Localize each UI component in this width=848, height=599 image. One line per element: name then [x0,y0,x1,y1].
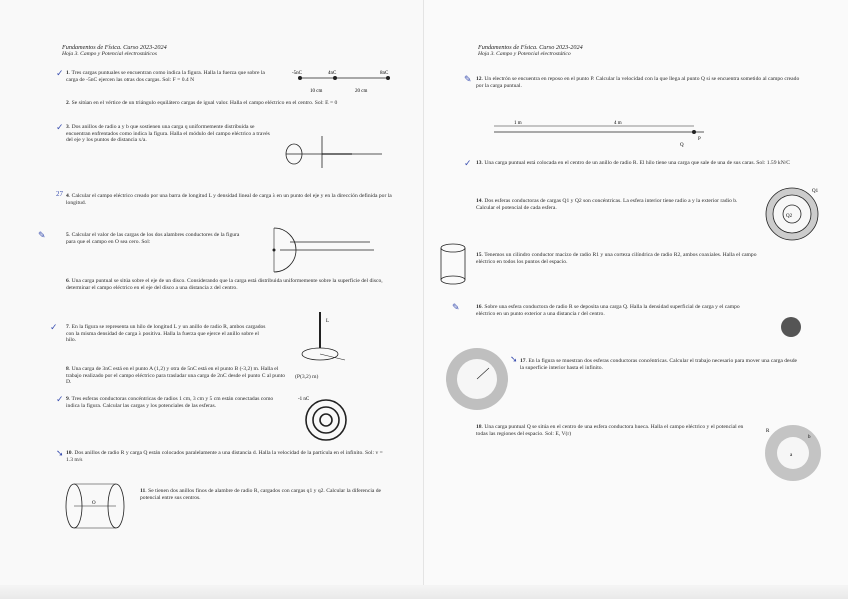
check-mark-icon: ✓ [56,122,64,132]
right-page [424,0,848,599]
p1-charge-label: 4nC [328,71,337,76]
problem-10: 10. Dos anillos de radio R y carga Q están colocados paralelamente a una distancia d. Halla la velocidad de la partícula en el infinito. Sol: v = 1.3 m/s [66,450,383,463]
problem-2: 2. Se sitúan en el vértice de un triángulo equilátero cargas de igual valor. Halla el campo eléctrico en el centro. Sol: E = 0 [66,100,338,106]
check-mark-icon: ✓ [56,68,64,78]
problem-7: 7. En la figura se representa un hilo de longitud L y un anillo de radio R, ambos cargados con la misma densidad de carga λ positiva. Halla la fuerza que ejerce el anillo sobre el hilo. [66,324,266,344]
arrow-mark-icon: ✎ [452,302,460,312]
two-rings-figure [60,476,130,538]
problem-16: 16. Sobre una esfera conductora de radio R se deposita una carga Q. Halla la densidad superficial de carga y el campo eléctrico en un punto exterior a una distancia r del centro. [476,304,740,317]
wires-figure [250,222,380,278]
p1-charge-label: 8nC [380,71,389,76]
problem-9: 9. Tres esferas conductoras concéntricas de radios 1 cm, 3 cm y 5 cm están conectadas como indica la figura. Calcular las cargas y los potenciales de las esferas. [66,396,274,409]
problem-11: 11. Se tienen dos anillos finos de alambre de radio R, cargados con cargas q1 y q2. Calcular la diferencia de potencial entre sus centros. [140,488,382,501]
right-header-course: Fundamentos de Física. Curso 2023-2024 [478,44,583,51]
problem-6: 6. Una carga puntual se sitúa sobre el eje de un disco. Considerando que la carga está distribuida uniformemente sobre la superficie del disco, determinar el campo eléctrico en el eje del disco a una distancia z del centro. [66,278,383,291]
problem-8: 8. Una carga de 3nC está en el punto A (1,2) y otra de 5nC está en el punto B (-3,2) m. Halla el trabajo realizado por el campo eléctrico para trasladar una carga de 2nC desde el punto C al punto D. [66,366,286,386]
check-mark-icon: ✓ [56,394,64,404]
p12-point-label: P [698,137,701,142]
problem-12: 12. Un electrón se encuentra en reposo en el punto P. Calcular la velocidad con la que llega al punto Q si se encuentra sometido al campo creado por la carga puntual. [476,76,800,89]
left-header-course: Fundamentos de Física. Curso 2023-2024 [62,44,167,51]
problem-1: 1. Tres cargas puntuales se encuentran como indica la figura. Halla la fuerza que sobre la carga de -5nC ejercen las otras dos cargas. Sol: F = 0.4 N [66,70,265,83]
problem-4: 4. Calcular el campo eléctrico creado por una barra de longitud L y densidad lineal de carga λ en un punto del eje y en la dirección definida por la longitud. [66,193,392,206]
p12-distance-label: 4 m [614,121,622,126]
problem-15: 15. Tenemos un cilindro conductor macizo de radio R1 y una corteza cilíndrica de radio R2, ambos coaxiales. Halla el campo eléctrico en todos los puntos del espacio. [476,252,757,265]
p8-points-label: (P(3,2) m) [295,374,319,380]
problem-5: 5. Calcular el valor de las cargas de los dos alambres conductores de la figura para que el campo en O sea cero. Sol: [66,232,240,245]
p18-label: a [790,453,793,458]
problem-18: 18. Una carga puntual Q se sitúa en el centro de una esfera conductora hueca. Halla el campo eléctrico y el potencial en todas las regiones del espacio. Sol: E, V(r) [476,424,744,437]
electron-path-figure [484,120,714,150]
cylinder-figure [438,240,468,290]
page-bottom-shadow [0,585,848,599]
problem-3: 3. Dos anillos de radio a y b que sostienen una carga q uniformemente distribuida se encuentran enfrentados como indica la figura. Halla el módulo del campo eléctrico a través del eje y los puntos de distancia x/a. [66,124,270,144]
p12-point-label: Q [680,143,684,148]
p9-label: -1 nC [298,397,310,402]
p18-label: R [766,429,770,434]
problem-17: 17. En la figura se muestran dos esferas conductoras concéntricas. Calcular el trabajo necesario para mover una carga desde la superficie interior hasta el infinito. [520,358,797,371]
problem-13: 13. Una carga puntual está colocada en el centro de un anillo de radio R. El hilo tiene una carga que sale de una de sus caras. Sol: 1.59 kN/C [476,160,791,166]
p18-label: b [808,435,811,440]
hollow-sphere-figure [762,422,824,484]
sphere-figure [776,312,806,342]
arrow-mark-icon: ➘ [56,448,64,458]
p7-label: L [326,319,330,324]
p1-distance-label: 10 cm [310,89,323,94]
p12-distance-label: 1 m [514,121,522,126]
arrow-mark-icon: ✎ [38,230,46,240]
arrow-mark-icon: ➘ [510,354,518,364]
check-mark-icon: ✓ [464,158,472,168]
arrow-mark-icon: ✎ [464,74,472,84]
thick-shell-figure [444,346,510,412]
rings-axis-figure [282,134,392,182]
p1-distance-label: 20 cm [355,89,368,94]
right-header-sheet: Hoja 3. Campo y Potencial electrostático [478,51,571,57]
p14-label: Q2 [786,214,793,219]
charges-line-figure [290,66,400,96]
p14-label: Q1 [812,189,819,194]
left-header-sheet: Hoja 3. Campo y Potencial electrostáticos [62,51,157,57]
wire-ring-figure [290,308,350,368]
p10-label: O [92,501,96,506]
check-mark-icon: ✓ [50,322,58,332]
concentric-spheres-figure [296,396,356,446]
problem-14: 14. Dos esferas conductoras de cargas Q1 y Q2 son concéntricas. La esfera interior tiene radio a y la exterior radio b. Calcular el potencial de cada esfera. [476,198,738,211]
concentric-shells-figure [760,184,830,244]
pen-mark-icon: 27 [56,190,63,198]
p1-charge-label: -5nC [292,71,302,76]
